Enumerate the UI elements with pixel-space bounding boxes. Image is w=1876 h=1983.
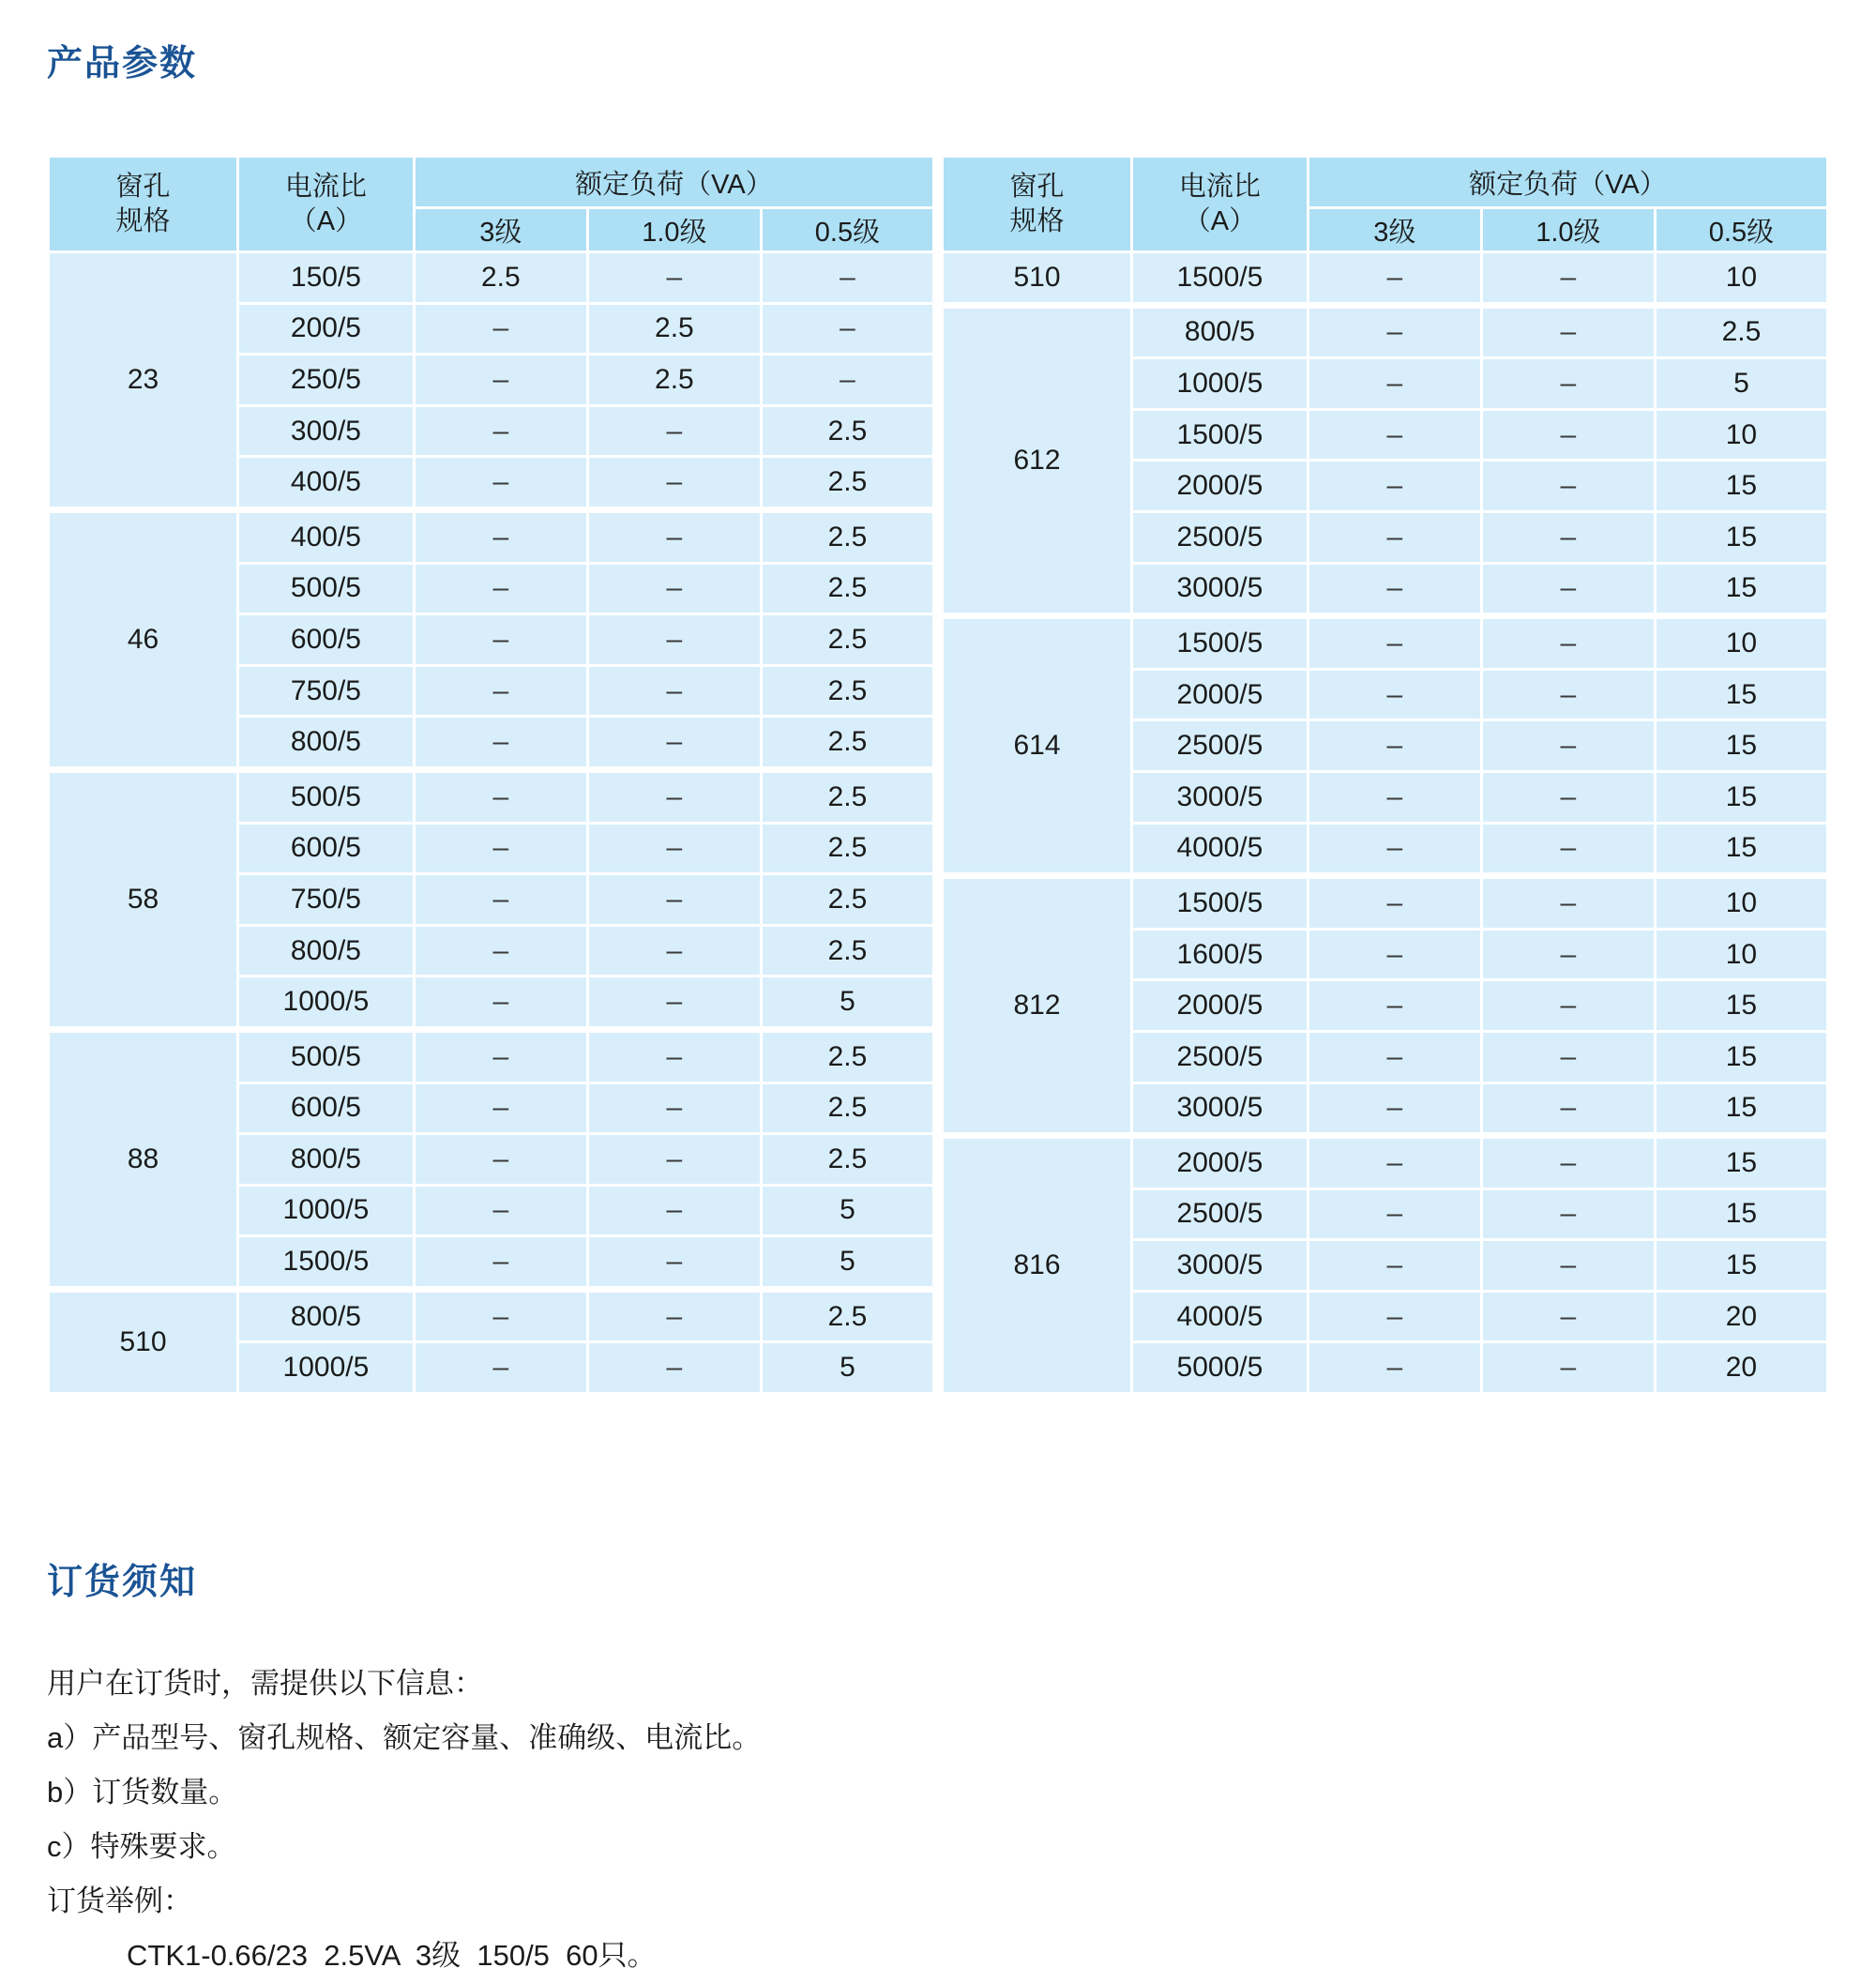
- load-value-cell: 5: [761, 976, 933, 1030]
- load-value-cell: –: [1481, 511, 1655, 563]
- load-value-cell: –: [414, 563, 587, 614]
- load-value-cell: –: [1481, 1342, 1655, 1394]
- window-spec-cell: 812: [943, 876, 1132, 1136]
- header-accuracy-class-1: 1.0级: [1481, 208, 1655, 252]
- header-accuracy-class-1: 1.0级: [587, 208, 761, 252]
- table-row: [49, 1289, 934, 1342]
- load-value-cell: 5: [1655, 358, 1827, 410]
- current-ratio-cell: 1000/5: [238, 976, 415, 1030]
- load-value-cell: –: [1308, 980, 1481, 1032]
- current-ratio-cell: 150/5: [238, 252, 415, 304]
- load-value-cell: –: [414, 976, 587, 1030]
- load-value-cell: 2.5: [761, 823, 933, 874]
- load-value-cell: 2.5: [761, 457, 933, 510]
- table-row: [49, 769, 934, 823]
- load-value-cell: –: [587, 665, 761, 717]
- load-value-cell: –: [587, 769, 761, 823]
- window-spec-cell: 614: [943, 616, 1132, 876]
- table-row: [943, 616, 1828, 670]
- current-ratio-cell: 5000/5: [1132, 1342, 1309, 1394]
- current-ratio-cell: 250/5: [238, 355, 415, 406]
- spec-table: [941, 155, 1829, 1395]
- current-ratio-cell: 400/5: [238, 457, 415, 510]
- load-value-cell: –: [1308, 1136, 1481, 1189]
- current-ratio-cell: 200/5: [238, 303, 415, 355]
- load-value-cell: –: [1481, 669, 1655, 720]
- load-value-cell: –: [1481, 1136, 1655, 1189]
- load-value-cell: 15: [1655, 823, 1827, 876]
- header-accuracy-class-0: 3级: [414, 208, 587, 252]
- current-ratio-cell: 800/5: [238, 925, 415, 976]
- window-spec-cell: 46: [49, 509, 238, 769]
- current-ratio-cell: 2500/5: [1132, 720, 1309, 772]
- table-row: [943, 876, 1828, 930]
- load-value-cell: 2.5: [761, 614, 933, 666]
- current-ratio-cell: 800/5: [1132, 305, 1309, 358]
- load-value-cell: 15: [1655, 1082, 1827, 1136]
- current-ratio-cell: 1500/5: [238, 1236, 415, 1290]
- load-value-cell: –: [1308, 771, 1481, 823]
- load-value-cell: –: [414, 509, 587, 563]
- load-value-cell: –: [414, 1236, 587, 1290]
- current-ratio-cell: 800/5: [238, 717, 415, 770]
- parameters-table: [47, 155, 1829, 1395]
- window-spec-cell: 612: [943, 305, 1132, 616]
- current-ratio-cell: 750/5: [238, 665, 415, 717]
- load-value-cell: –: [587, 1029, 761, 1082]
- load-value-cell: –: [1481, 720, 1655, 772]
- table-row: [49, 1029, 934, 1082]
- load-value-cell: –: [587, 1185, 761, 1236]
- load-value-cell: –: [587, 457, 761, 510]
- load-value-cell: –: [587, 1236, 761, 1290]
- load-value-cell: –: [414, 457, 587, 510]
- header-accuracy-class-2: 0.5级: [1655, 208, 1827, 252]
- load-value-cell: –: [587, 976, 761, 1030]
- load-value-cell: –: [1481, 461, 1655, 512]
- load-value-cell: 2.5: [761, 405, 933, 457]
- header-rated-load: 额定负荷（VA）: [414, 157, 933, 208]
- current-ratio-cell: 1600/5: [1132, 929, 1309, 980]
- load-value-cell: 15: [1655, 1188, 1827, 1240]
- table-row: [943, 252, 1828, 306]
- load-value-cell: 10: [1655, 616, 1827, 670]
- header-rated-load: 额定负荷（VA）: [1308, 157, 1827, 208]
- load-value-cell: –: [1308, 616, 1481, 670]
- load-value-cell: 2.5: [761, 1289, 933, 1342]
- table-row: [49, 509, 934, 563]
- current-ratio-cell: 500/5: [238, 769, 415, 823]
- current-ratio-cell: 1500/5: [1132, 616, 1309, 670]
- load-value-cell: –: [1308, 876, 1481, 930]
- load-value-cell: –: [1481, 252, 1655, 306]
- table-row: [49, 252, 934, 304]
- load-value-cell: –: [587, 509, 761, 563]
- load-value-cell: –: [587, 1342, 761, 1394]
- load-value-cell: –: [587, 563, 761, 614]
- load-value-cell: 15: [1655, 720, 1827, 772]
- load-value-cell: –: [587, 823, 761, 874]
- load-value-cell: –: [414, 1342, 587, 1394]
- table-row: [943, 1136, 1828, 1189]
- load-value-cell: –: [1308, 1031, 1481, 1082]
- load-value-cell: 15: [1655, 511, 1827, 563]
- load-value-cell: 10: [1655, 252, 1827, 306]
- load-value-cell: –: [761, 303, 933, 355]
- current-ratio-cell: 4000/5: [1132, 1291, 1309, 1342]
- load-value-cell: 10: [1655, 876, 1827, 930]
- load-value-cell: –: [1481, 358, 1655, 410]
- ordering-item-c: c）特殊要求。: [47, 1830, 236, 1864]
- load-value-cell: –: [1308, 1342, 1481, 1394]
- load-value-cell: –: [414, 614, 587, 666]
- current-ratio-cell: 2500/5: [1132, 1031, 1309, 1082]
- load-value-cell: –: [1308, 252, 1481, 306]
- load-value-cell: 2.5: [761, 665, 933, 717]
- header-current-ratio: 电流比 （A）: [238, 157, 415, 252]
- load-value-cell: –: [1481, 1291, 1655, 1342]
- current-ratio-cell: 1500/5: [1132, 409, 1309, 461]
- load-value-cell: 2.5: [587, 303, 761, 355]
- load-value-cell: –: [1308, 1082, 1481, 1136]
- load-value-cell: 2.5: [761, 874, 933, 926]
- load-value-cell: 5: [761, 1236, 933, 1290]
- current-ratio-cell: 2500/5: [1132, 511, 1309, 563]
- spec-table: [47, 155, 935, 1395]
- load-value-cell: –: [1481, 929, 1655, 980]
- load-value-cell: –: [1481, 1082, 1655, 1136]
- load-value-cell: –: [1481, 823, 1655, 876]
- load-value-cell: –: [414, 665, 587, 717]
- current-ratio-cell: 400/5: [238, 509, 415, 563]
- header-accuracy-class-0: 3级: [1308, 208, 1481, 252]
- load-value-cell: –: [1308, 669, 1481, 720]
- load-value-cell: –: [414, 1185, 587, 1236]
- current-ratio-cell: 600/5: [238, 614, 415, 666]
- load-value-cell: 15: [1655, 669, 1827, 720]
- load-value-cell: –: [1481, 771, 1655, 823]
- load-value-cell: 20: [1655, 1342, 1827, 1394]
- current-ratio-cell: 600/5: [238, 823, 415, 874]
- load-value-cell: –: [1481, 616, 1655, 670]
- parameters-table-left: [47, 155, 935, 1395]
- load-value-cell: 15: [1655, 563, 1827, 616]
- load-value-cell: 15: [1655, 980, 1827, 1032]
- load-value-cell: –: [1481, 305, 1655, 358]
- load-value-cell: –: [1481, 1188, 1655, 1240]
- current-ratio-cell: 1000/5: [1132, 358, 1309, 410]
- load-value-cell: 15: [1655, 461, 1827, 512]
- current-ratio-cell: 3000/5: [1132, 1082, 1309, 1136]
- header-window-spec: 窗孔 规格: [943, 157, 1132, 252]
- current-ratio-cell: 750/5: [238, 874, 415, 926]
- load-value-cell: 2.5: [761, 717, 933, 770]
- load-value-cell: –: [1481, 876, 1655, 930]
- current-ratio-cell: 2000/5: [1132, 1136, 1309, 1189]
- ordering-example: CTK1-0.66/23 2.5VA 3级 150/5 60只。: [127, 1939, 657, 1973]
- current-ratio-cell: 1000/5: [238, 1185, 415, 1236]
- current-ratio-cell: 800/5: [238, 1289, 415, 1342]
- window-spec-cell: 816: [943, 1136, 1132, 1394]
- load-value-cell: –: [587, 717, 761, 770]
- load-value-cell: –: [414, 925, 587, 976]
- load-value-cell: 2.5: [761, 1082, 933, 1134]
- current-ratio-cell: 2000/5: [1132, 980, 1309, 1032]
- load-value-cell: –: [587, 1134, 761, 1186]
- load-value-cell: 2.5: [587, 355, 761, 406]
- load-value-cell: –: [587, 614, 761, 666]
- load-value-cell: 5: [761, 1185, 933, 1236]
- load-value-cell: –: [414, 1134, 587, 1186]
- load-value-cell: –: [1308, 511, 1481, 563]
- load-value-cell: –: [414, 405, 587, 457]
- ordering-section: [47, 1657, 1829, 1983]
- load-value-cell: 2.5: [761, 769, 933, 823]
- current-ratio-cell: 4000/5: [1132, 823, 1309, 876]
- load-value-cell: –: [414, 1082, 587, 1134]
- load-value-cell: 10: [1655, 929, 1827, 980]
- window-spec-cell: 88: [49, 1029, 238, 1289]
- load-value-cell: 15: [1655, 1240, 1827, 1292]
- ordering-example-label: 订货举例：: [47, 1885, 192, 1918]
- load-value-cell: –: [414, 717, 587, 770]
- load-value-cell: –: [1481, 563, 1655, 616]
- ordering-section-title: 订货须知: [47, 1563, 198, 1603]
- load-value-cell: –: [1308, 1240, 1481, 1292]
- load-value-cell: 2.5: [414, 252, 587, 304]
- ordering-item-b: b）订货数量。: [47, 1776, 238, 1809]
- load-value-cell: –: [1308, 461, 1481, 512]
- load-value-cell: –: [1308, 1188, 1481, 1240]
- window-spec-cell: 510: [943, 252, 1132, 306]
- load-value-cell: –: [587, 405, 761, 457]
- load-value-cell: –: [414, 823, 587, 874]
- current-ratio-cell: 2000/5: [1132, 669, 1309, 720]
- load-value-cell: –: [1308, 720, 1481, 772]
- load-value-cell: 2.5: [761, 563, 933, 614]
- load-value-cell: 10: [1655, 409, 1827, 461]
- load-value-cell: –: [414, 769, 587, 823]
- window-spec-cell: 58: [49, 769, 238, 1029]
- load-value-cell: –: [587, 1289, 761, 1342]
- load-value-cell: –: [587, 874, 761, 926]
- load-value-cell: –: [1481, 409, 1655, 461]
- load-value-cell: –: [1308, 305, 1481, 358]
- load-value-cell: –: [414, 874, 587, 926]
- load-value-cell: –: [1308, 1291, 1481, 1342]
- current-ratio-cell: 1500/5: [1132, 252, 1309, 306]
- load-value-cell: –: [587, 252, 761, 304]
- current-ratio-cell: 300/5: [238, 405, 415, 457]
- header-current-ratio: 电流比 （A）: [1132, 157, 1309, 252]
- load-value-cell: 2.5: [761, 1134, 933, 1186]
- load-value-cell: –: [1308, 563, 1481, 616]
- current-ratio-cell: 3000/5: [1132, 771, 1309, 823]
- current-ratio-cell: 3000/5: [1132, 563, 1309, 616]
- load-value-cell: –: [1481, 1240, 1655, 1292]
- load-value-cell: –: [414, 1289, 587, 1342]
- load-value-cell: –: [761, 355, 933, 406]
- load-value-cell: –: [1308, 823, 1481, 876]
- load-value-cell: –: [1481, 980, 1655, 1032]
- current-ratio-cell: 1000/5: [238, 1342, 415, 1394]
- current-ratio-cell: 1500/5: [1132, 876, 1309, 930]
- current-ratio-cell: 600/5: [238, 1082, 415, 1134]
- load-value-cell: 5: [761, 1342, 933, 1394]
- load-value-cell: –: [1308, 358, 1481, 410]
- header-window-spec: 窗孔 规格: [49, 157, 238, 252]
- current-ratio-cell: 2500/5: [1132, 1188, 1309, 1240]
- load-value-cell: –: [587, 1082, 761, 1134]
- current-ratio-cell: 500/5: [238, 563, 415, 614]
- window-spec-cell: 23: [49, 252, 238, 510]
- load-value-cell: –: [414, 1029, 587, 1082]
- load-value-cell: 2.5: [761, 1029, 933, 1082]
- load-value-cell: 15: [1655, 1136, 1827, 1189]
- ordering-intro: 用户在订货时，需提供以下信息：: [47, 1667, 483, 1701]
- load-value-cell: 15: [1655, 1031, 1827, 1082]
- parameters-table-right: [941, 155, 1829, 1395]
- header-accuracy-class-2: 0.5级: [761, 208, 933, 252]
- load-value-cell: 2.5: [1655, 305, 1827, 358]
- current-ratio-cell: 800/5: [238, 1134, 415, 1186]
- table-row: [943, 305, 1828, 358]
- current-ratio-cell: 3000/5: [1132, 1240, 1309, 1292]
- load-value-cell: 2.5: [761, 925, 933, 976]
- load-value-cell: –: [1308, 409, 1481, 461]
- page-title: 产品参数: [47, 44, 198, 83]
- window-spec-cell: 510: [49, 1289, 238, 1393]
- load-value-cell: 20: [1655, 1291, 1827, 1342]
- load-value-cell: –: [761, 252, 933, 304]
- ordering-item-a: a）产品型号、窗孔规格、额定容量、准确级、电流比。: [47, 1721, 762, 1755]
- current-ratio-cell: 500/5: [238, 1029, 415, 1082]
- load-value-cell: 15: [1655, 771, 1827, 823]
- current-ratio-cell: 2000/5: [1132, 461, 1309, 512]
- load-value-cell: –: [414, 355, 587, 406]
- load-value-cell: 2.5: [761, 509, 933, 563]
- load-value-cell: –: [587, 925, 761, 976]
- load-value-cell: –: [1308, 929, 1481, 980]
- load-value-cell: –: [1481, 1031, 1655, 1082]
- load-value-cell: –: [414, 303, 587, 355]
